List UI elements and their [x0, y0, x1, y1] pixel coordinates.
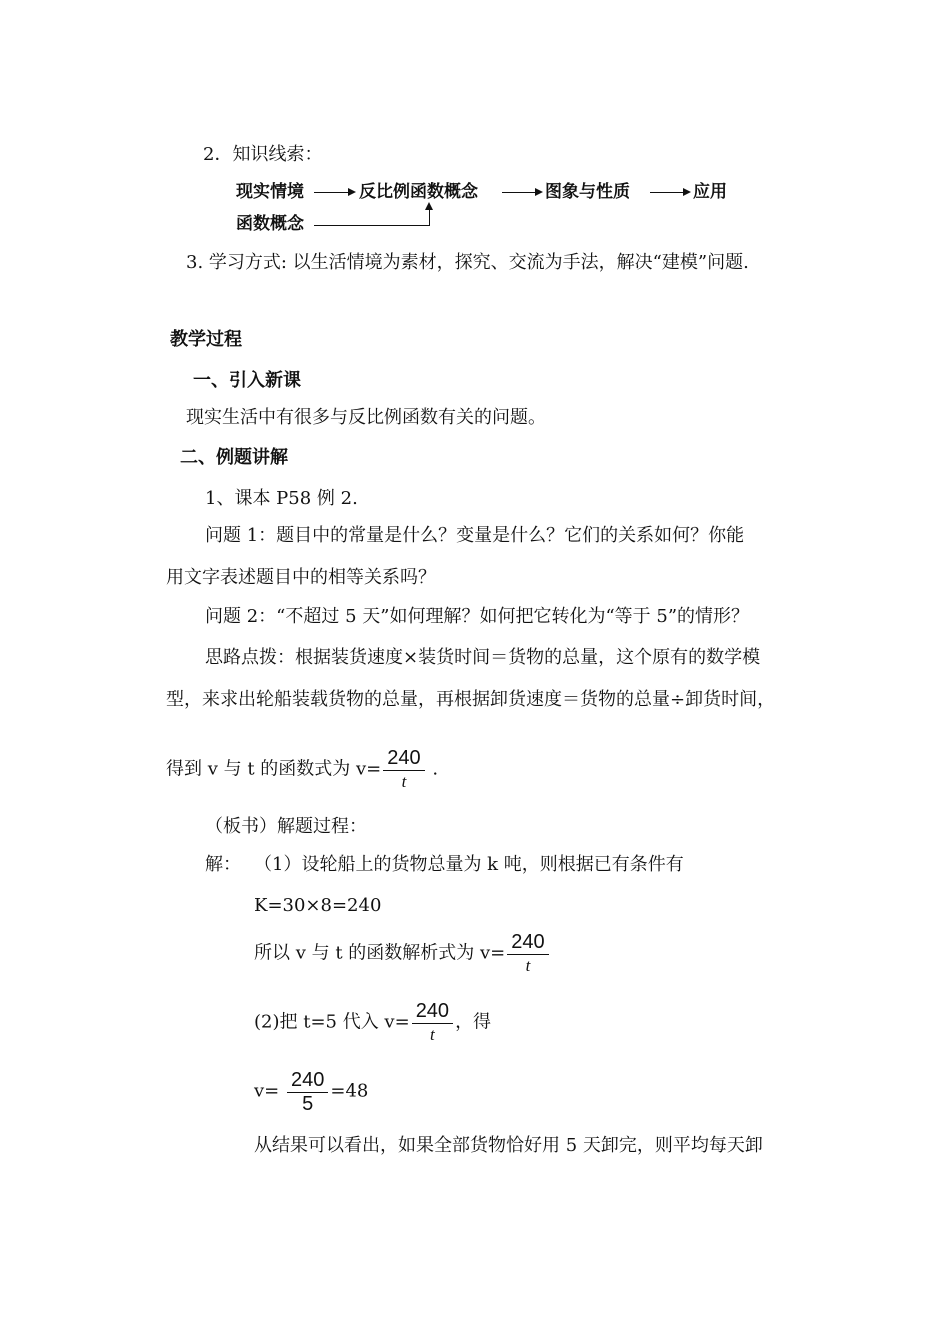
flow-arrow-3 — [650, 192, 684, 193]
fraction-240-over-t-substitute — [412, 999, 453, 1046]
fraction-denominator: t — [525, 956, 531, 975]
teaching-process-title: 教学过程 — [170, 329, 242, 350]
solution-function-line — [254, 930, 551, 977]
solution-step-2-suffix: ，得 — [455, 1011, 492, 1033]
solution-k-value: K=30×8=240 — [254, 895, 382, 916]
solution-step-2 — [254, 999, 491, 1046]
solution-v-value: =48 — [330, 1080, 369, 1102]
flow-node-application: 应用 — [693, 182, 727, 202]
flow-node-real-situation: 现实情境 — [236, 182, 304, 202]
question-2: 问题 2：“不超过 5 天”如何理解？如何把它转化为“等于 5”的情形？ — [205, 606, 750, 627]
fraction-denominator: 5 — [302, 1093, 314, 1115]
item-3-learning-method: 3. 学习方式: 以生活情境为素材，探究、交流为手法，解决“建模”问题. — [186, 252, 749, 273]
flow-node-inverse-proportion-concept: 反比例函数概念 — [359, 182, 478, 202]
solution-step-1: （1）设轮船上的货物总量为 k 吨，则根据已有条件有 — [254, 854, 684, 875]
flow-arrow-2 — [502, 192, 536, 193]
part1-text: 现实生活中有很多与反比例函数有关的问题。 — [186, 407, 546, 428]
item-2-heading: 2．知识线索： — [203, 144, 323, 165]
hint-line-2: 型，来求出轮船装载货物的总量，再根据卸货速度＝货物的总量÷卸货时间， — [166, 689, 776, 710]
question-1-line-1: 问题 1：题目中的常量是什么？变量是什么？它们的关系如何？你能 — [205, 525, 745, 546]
fraction-240-over-5 — [287, 1068, 328, 1115]
solution-v-label: v= — [254, 1080, 280, 1102]
flow-node-graph-properties: 图象与性质 — [545, 182, 630, 202]
hint-line-1: 思路点拨：根据装货速度×装货时间＝货物的总量，这个原有的数学模 — [205, 647, 761, 668]
fraction-denominator: t — [401, 772, 407, 791]
part2-title: 二、例题讲解 — [180, 447, 288, 468]
solution-step-2-text: (2)把 t=5 代入 v= — [254, 1011, 410, 1033]
example-reference: 1、课本 P58 例 2. — [205, 488, 358, 509]
part1-title: 一、引入新课 — [193, 370, 301, 391]
conclusion-text: 从结果可以看出，如果全部货物恰好用 5 天卸完，则平均每天卸 — [254, 1135, 763, 1156]
flow-node-function-concept: 函数概念 — [236, 214, 304, 234]
flow-connector-horizontal — [314, 225, 430, 226]
fraction-numerator: 240 — [387, 747, 421, 769]
flow-connector-vertical — [429, 209, 430, 225]
hint-line-3-text: 得到 v 与 t 的函数式为 v= — [166, 758, 382, 780]
fraction-numerator: 240 — [291, 1069, 325, 1091]
fraction-240-over-t-solution — [507, 930, 548, 977]
solution-label: 解： — [205, 854, 241, 875]
hint-line-3 — [166, 746, 438, 793]
fraction-denominator: t — [430, 1025, 435, 1044]
flow-arrowhead-1 — [348, 188, 356, 196]
flow-arrow-1 — [314, 192, 349, 193]
flow-arrowhead-3 — [683, 188, 691, 196]
fraction-numerator: 240 — [415, 1000, 450, 1022]
question-1-line-2: 用文字表述题目中的相等关系吗？ — [166, 567, 436, 588]
flow-arrowhead-up — [425, 202, 433, 210]
fraction-numerator: 240 — [511, 931, 545, 953]
hint-line-3-period: . — [432, 758, 439, 780]
solution-v-result — [254, 1068, 368, 1115]
board-heading: （板书）解题过程： — [205, 816, 367, 837]
flow-arrowhead-2 — [535, 188, 543, 196]
solution-function-text: 所以 v 与 t 的函数解析式为 v= — [254, 942, 506, 964]
fraction-240-over-t-hint — [383, 746, 424, 793]
